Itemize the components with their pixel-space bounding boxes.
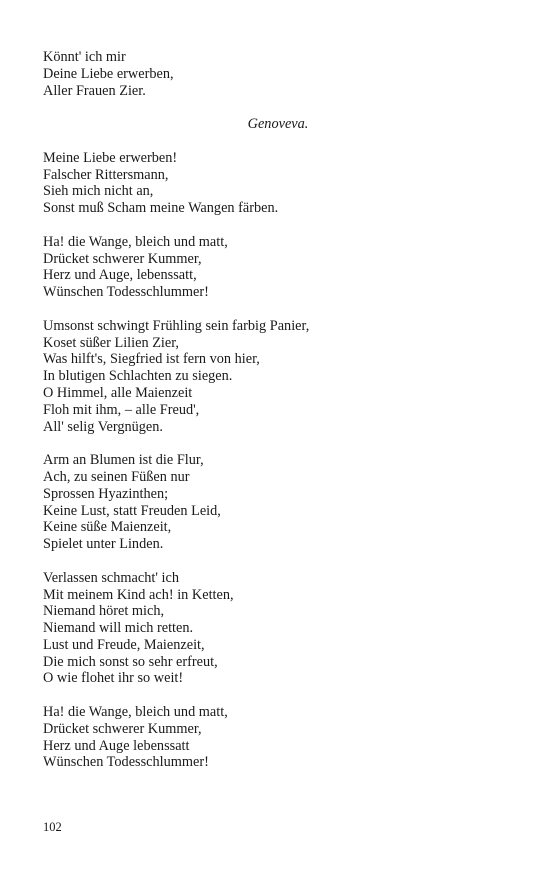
verse-line: Drücket schwerer Kummer, (43, 250, 202, 267)
verse-line: Umsonst schwingt Frühling sein farbig Panier, (43, 317, 310, 334)
stanza-3 (43, 234, 513, 301)
verse-line: Herz und Auge lebenssatt (43, 737, 190, 754)
verse-line: Spielet unter Linden. (43, 536, 164, 553)
speaker-name: Genoveva. (247, 116, 309, 133)
verse-line: O wie flohet ihr so weit! (43, 670, 184, 687)
verse-line: Drücket schwerer Kummer, (43, 720, 202, 737)
stanza-4 (43, 318, 513, 436)
verse-line: Niemand höret mich, (43, 603, 165, 620)
stanza-1 (43, 49, 513, 99)
verse-line: In blutigen Schlachten zu siegen. (43, 368, 233, 385)
verse-line: Meine Liebe erwerben! (43, 149, 178, 166)
verse-line: Herz und Auge, lebenssatt, (43, 267, 197, 284)
stanza-6 (43, 570, 513, 688)
verse-line: Keine süße Maienzeit, (43, 519, 172, 536)
verse-line: Koset süßer Lilien Zier, (43, 334, 180, 351)
verse-line: Keine Lust, statt Freuden Leid, (43, 502, 221, 519)
verse-line: Ach, zu seinen Füßen nur (43, 468, 190, 485)
verse-line: Sieh mich nicht an, (43, 183, 154, 200)
verse-line: Verlassen schmacht' ich (43, 569, 179, 586)
verse-line: Lust und Freude, Maienzeit, (43, 636, 205, 653)
verse-line: Floh mit ihm, – alle Freud', (43, 401, 200, 418)
verse-line: Ha! die Wange, bleich und matt, (43, 704, 228, 721)
verse-line: Sprossen Hyazinthen; (43, 485, 169, 502)
verse-line: All' selig Vergnügen. (43, 418, 163, 435)
poem-text (43, 49, 513, 771)
verse-line: Ha! die Wange, bleich und matt, (43, 233, 228, 250)
verse-line: Sonst muß Scham meine Wangen färben. (43, 200, 279, 217)
stanza-5 (43, 452, 513, 553)
verse-line: Niemand will mich retten. (43, 620, 194, 637)
verse-line: O Himmel, alle Maienzeit (43, 384, 193, 401)
verse-line: Falscher Rittersmann, (43, 166, 169, 183)
stanza-2 (43, 150, 513, 217)
verse-line: Wünschen Todesschlummer! (43, 754, 209, 771)
verse-line: Wünschen Todesschlummer! (43, 284, 209, 301)
verse-line: Könnt' ich mir (43, 49, 126, 65)
verse-line: Die mich sonst so sehr erfreut, (43, 653, 218, 670)
page-number: 102 (43, 820, 62, 834)
verse-line: Arm an Blumen ist die Flur, (43, 452, 204, 469)
verse-line: Deine Liebe erwerben, (43, 65, 174, 82)
verse-line: Was hilft's, Siegfried ist fern von hier, (43, 351, 260, 368)
stanza-7 (43, 704, 513, 771)
verse-line: Mit meinem Kind ach! in Ketten, (43, 586, 234, 603)
verse-line: Aller Frauen Zier. (43, 82, 146, 99)
